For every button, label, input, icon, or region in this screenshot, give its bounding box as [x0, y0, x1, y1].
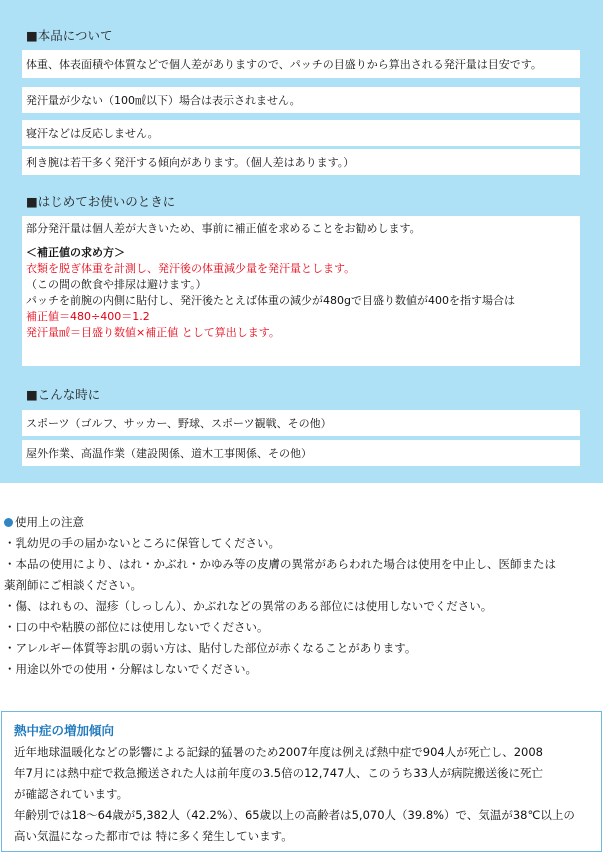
- usage-row-1: スポーツ（ゴルフ、サッカー、野球、スポーツ観戦、その他）: [22, 410, 580, 436]
- bullet-dot-icon: [4, 518, 13, 527]
- heatstroke-line: 年齢別では18～64歳が5,382人（42.2%）、65歳以上の高齢者は5,070人（39.8%）で、気温が38℃以上の: [14, 808, 575, 822]
- heatstroke-title: 熱中症の増加傾向: [14, 723, 115, 738]
- caution-line: 薬剤師にご相談ください。: [4, 578, 142, 592]
- heatstroke-line: 近年地球温暖化などの影響による記録的猛暑のため2007年度は例えば熱中症で904人が死亡し、2008: [14, 745, 543, 759]
- first-use-intro: 部分発汗量は個人差が大きいため、事前に補正値を求めることをお勧めします。: [26, 222, 421, 235]
- method-step-3: パッチを前腕の内側に貼付し、発汗後たとえば体重の減少が480gで目盛り数値が400を指す場合は: [26, 294, 515, 307]
- caution-line: ・用途以外での使用・分解はしないでください。: [4, 662, 257, 676]
- formula-sweat-volume: 発汗量㎖＝目盛り数値×補正値 として算出します。: [26, 326, 280, 339]
- caution-line: ・乳幼児の手の届かないところに保管してください。: [4, 536, 280, 550]
- heatstroke-text: [14, 742, 592, 847]
- section-title-first-use: ■はじめてお使いのときに: [26, 194, 176, 209]
- method-heading: ＜補正値の求め方＞: [26, 246, 125, 259]
- caution-line: ・アレルギー体質等お肌の弱い方は、貼付した部位が赤くなることがあります。: [4, 641, 417, 655]
- usage-row-2: 屋外作業、高温作業（建設関係、道木工事関係、その他）: [22, 440, 580, 466]
- heatstroke-line: 高い気温になった都市では 特に多く発生しています。: [14, 829, 293, 843]
- cautions-title: 使用上の注意: [4, 512, 556, 533]
- heatstroke-line: 年7月には熱中症で救急搬送された人は前年度の3.5倍の12,747人、このうち33人が病院搬送後に死亡: [14, 766, 543, 780]
- heatstroke-line: が確認されています。: [14, 787, 129, 801]
- about-row-2: 発汗量が少ない（100㎖以下）場合は表示されません。: [22, 87, 580, 113]
- section-title-about: ■本品について: [26, 28, 113, 43]
- method-step-2: （この間の飲食や排尿は避けます。）: [26, 278, 207, 291]
- cautions-section: [4, 512, 556, 680]
- about-row-3: 寝汗などは反応しません。: [22, 120, 580, 146]
- about-row-4: 利き腕は若干多く発汗する傾向があります。（個人差はあります。）: [22, 149, 580, 175]
- section-title-usage: ■こんな時に: [26, 387, 101, 402]
- formula-correction: 補正値＝480÷400＝1.2: [26, 310, 150, 323]
- caution-line: ・傷、はれもの、湿疹（しっしん）、かぶれなどの異常のある部位には使用しないでください。: [4, 599, 493, 613]
- heatstroke-box: [1, 711, 602, 852]
- method-step-1: 衣類を脱ぎ体重を計測し、発汗後の体重減少量を発汗量とします。: [26, 262, 356, 275]
- about-row-1: 体重、体表面積や体質などで個人差がありますので、パッチの目盛りから算出される発汗量は目安です。: [22, 50, 580, 78]
- caution-line: ・口の中や粘膜の部位には使用しないでください。: [4, 620, 269, 634]
- first-use-box: [22, 216, 580, 366]
- caution-line: ・本品の使用により、はれ・かぶれ・かゆみ等の皮膚の異常があらわれた場合は使用を中止し、医師または: [4, 557, 556, 571]
- spacer: [26, 237, 576, 245]
